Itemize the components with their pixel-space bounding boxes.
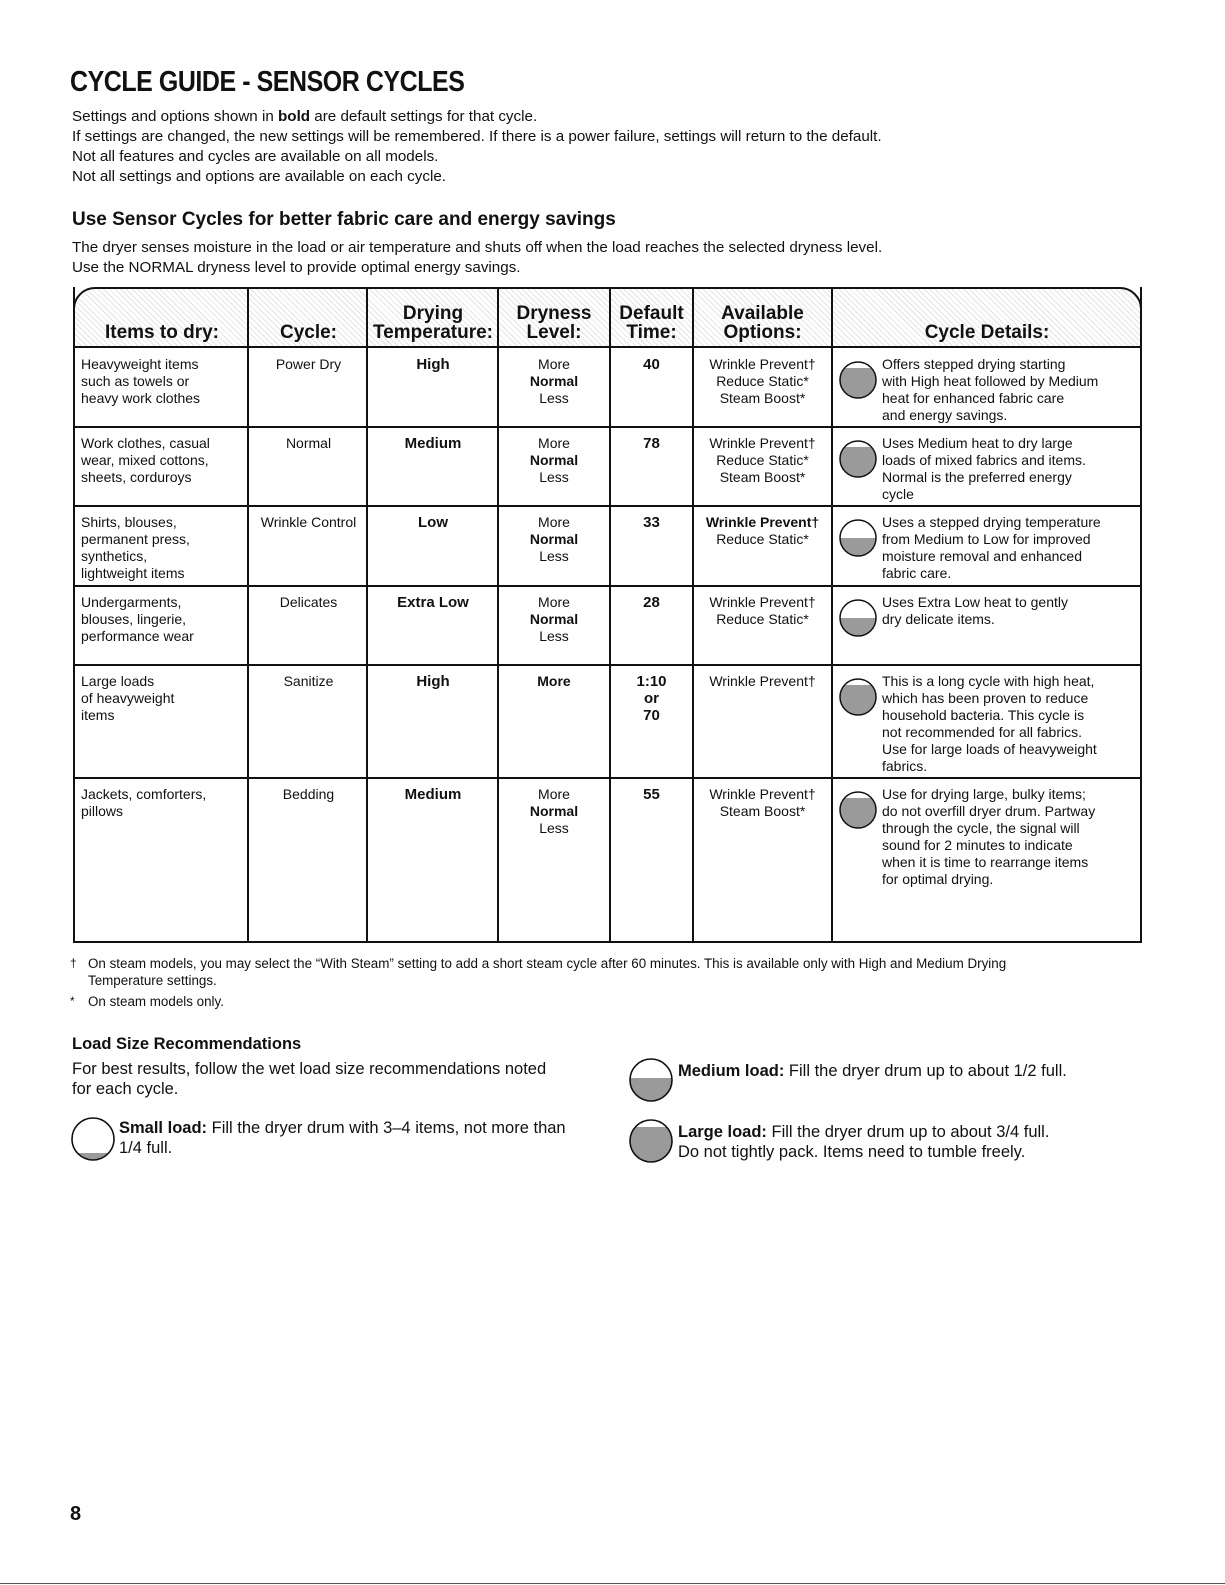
page-number: 8 [70,1503,82,1525]
load-size-description: For best results, follow the wet load size recommendations noted for each cycle. [72,1060,547,1098]
small-load-text: Small load: Fill the dryer drum with 3–4 items, not more than 1/4 full. [119,1119,566,1157]
medium-load-text: Medium load: Fill the dryer drum up to about 1/2 full. [678,1062,1067,1080]
cell-items: Large loads of heavyweight items [81,673,175,723]
intro-bold-word: bold [278,108,311,125]
page-title: CYCLE GUIDE - SENSOR CYCLES [70,66,465,98]
cell-time: 33 [643,514,660,531]
header-items: Items to dry: [104,322,220,343]
cell-time: 78 [643,435,660,452]
bottom-rule [0,1583,1225,1584]
cell-temp: Extra Low [397,594,469,611]
cell-time: 1:10 or 70 [636,673,667,724]
cell-cycle: Power Dry [275,356,342,372]
cell-options: Wrinkle Prevent† Steam Boost* [709,786,816,819]
cell-cycle: Bedding [282,786,335,802]
cell-cycle: Wrinkle Control [260,514,357,530]
cell-dryness: More [537,673,571,689]
footnotes [66,955,1146,1014]
footnote-dagger: † On steam models, you may select the “With Steam” setting to add a short steam cycle after 60 minutes. This is available only with High and Medium Drying Temperature settings. [70,956,1007,988]
cell-cycle: Delicates [279,594,338,610]
cell-time: 28 [643,594,660,611]
cell-options: Wrinkle Prevent† Reduce Static* [709,594,816,627]
intro-line-3: Not all features and cycles are available on all models. [72,148,439,165]
large-load-text: Large load: Fill the dryer drum up to about 3/4 full. Do not tightly pack. Items need to tumble freely. [678,1123,1050,1161]
cell-cycle: Normal [285,435,332,451]
intro-line-1: Settings and options shown in [72,108,279,125]
intro-line-1-end: are default settings for that cycle. [310,108,538,125]
cell-options: Wrinkle Prevent† [709,673,816,689]
cell-items: Shirts, blouses, permanent press, synthetics, lightweight items [81,514,190,581]
header-temperature: Drying Temperature: [372,303,493,343]
cell-dryness: More Normal Less [529,514,579,564]
cell-details: Offers stepped drying starting with High heat followed by Medium heat for enhanced fabric care and energy savings. [882,356,1099,423]
cell-dryness: More Normal Less [529,356,579,406]
cycle-table [73,287,1142,943]
cell-time: 40 [643,356,660,373]
cell-details: Uses Extra Low heat to gently dry delicate items. [882,594,1068,627]
cell-temp: High [416,356,450,373]
medium-load-icon [628,1057,674,1103]
footnote-star: * On steam models only. [70,994,224,1009]
large-load-icon [628,1118,674,1164]
cell-details: Uses Medium heat to dry large loads of mixed fabrics and items. Normal is the preferred energy cycle [882,435,1086,502]
cell-temp: Medium [404,786,462,803]
intro-text [72,107,882,187]
cell-dryness: More Normal Less [529,435,579,485]
cell-details: This is a long cycle with high heat, which has been proven to reduce household bacteria. This cycle is not recommended for all fabrics. Use for large loads of heavyweight fabrics. [882,673,1097,774]
sensor-text [72,238,882,278]
sensor-line-2: Use the NORMAL dryness level to provide optimal energy savings. [72,259,521,276]
header-cycle: Cycle: [279,322,338,343]
cell-temp: High [416,673,450,690]
load-size-title: Load Size Recommendations [72,1035,302,1053]
header-options: Available Options: [721,303,804,343]
large-load-icon [838,360,878,400]
cell-items: Work clothes, casual wear, mixed cottons, sheets, corduroys [81,435,210,485]
cell-details: Uses a stepped drying temperature from Medium to Low for improved moisture removal and enhanced fabric care. [882,514,1101,581]
cell-temp: Medium [404,435,462,452]
cell-items: Undergarments, blouses, lingerie, performance wear [81,594,194,644]
cell-options: Wrinkle Prevent† Reduce Static* Steam Boost* [709,356,816,406]
cell-temp: Low [418,514,448,531]
cell-items: Jackets, comforters, pillows [81,786,207,819]
sensor-line-1: The dryer senses moisture in the load or air temperature and shuts off when the load reaches the selected dryness level. [72,239,883,256]
header-dryness: Dryness Level: [516,303,592,343]
large-load-icon [838,677,878,717]
small-load-icon [70,1116,116,1162]
cell-options: Wrinkle Prevent† Reduce Static* [705,514,820,547]
medium-load-icon [838,598,878,638]
large-load-icon [838,790,878,830]
cell-time: 55 [643,786,660,803]
cell-details: Use for drying large, bulky items; do not overfill dryer drum. Partway through the cycle, the signal will sound for 2 minutes to indicate when it is time to rearrange items for optimal drying. [882,786,1096,887]
sensor-heading: Use Sensor Cycles for better fabric care and energy savings [72,209,616,230]
intro-line-4: Not all settings and options are available on each cycle. [72,168,447,185]
cell-dryness: More Normal Less [529,786,579,836]
cell-items: Heavyweight items such as towels or heavy work clothes [81,356,201,406]
medium-load-icon [838,518,878,558]
cell-options: Wrinkle Prevent† Reduce Static* Steam Boost* [709,435,816,485]
cell-cycle: Sanitize [283,673,334,689]
cell-dryness: More Normal Less [529,594,579,644]
header-details: Cycle Details: [924,322,1050,343]
intro-line-2: If settings are changed, the new settings will be remembered. If there is a power failure, settings will return to the default. [72,128,882,145]
header-time: Default Time: [619,303,684,343]
large-load-icon [838,439,878,479]
